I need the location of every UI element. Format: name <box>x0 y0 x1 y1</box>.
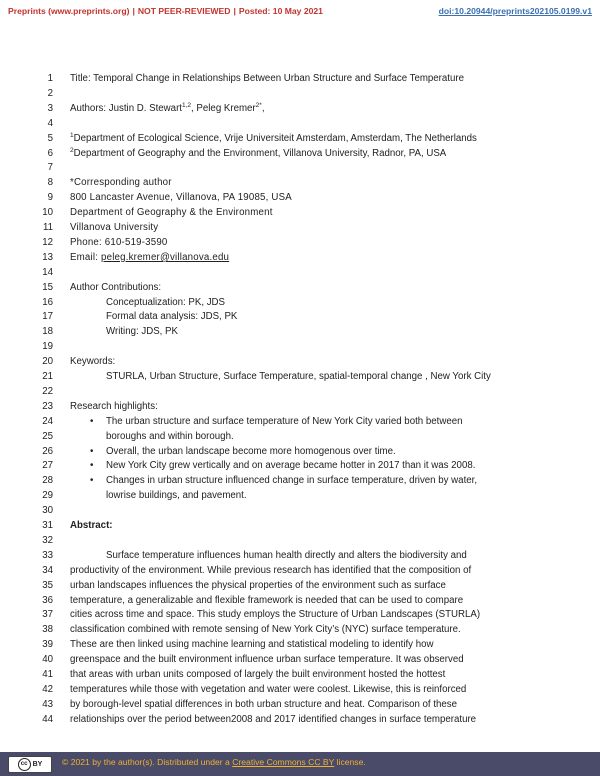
manuscript-line <box>0 281 600 295</box>
manuscript-line <box>0 400 600 414</box>
peer-review-status: NOT PEER-REVIEWED <box>137 6 231 16</box>
line-number: 40 <box>42 654 53 666</box>
line-number: 4 <box>47 117 53 129</box>
line-text: Surface temperature influences human health directly and alters the biodiversity and <box>106 549 467 561</box>
line-text: Title: Temporal Change in Relationships Between Urban Structure and Surface Temperature <box>70 73 464 84</box>
license-link[interactable]: Creative Commons CC BY <box>232 757 335 767</box>
manuscript-line <box>0 579 600 593</box>
cc-by-badge-icon[interactable]: cc BY <box>8 756 52 773</box>
line-text: Phone: 610-519-3590 <box>70 236 168 248</box>
line-number: 19 <box>42 341 53 353</box>
line-text: urban landscapes influences the physical properties of the environment such as surface <box>70 579 446 591</box>
line-number: 41 <box>42 669 53 680</box>
line-text: New York City grew vertically and on average became hotter in 2017 than it was 2008. <box>106 460 476 472</box>
license-text: © 2021 by the author(s). Distributed under a Creative Commons CC BY license. <box>62 757 366 767</box>
manuscript-line <box>0 594 600 608</box>
line-text: Changes in urban structure influenced change in surface temperature, driven by water, <box>106 475 478 487</box>
line-number: 29 <box>42 490 53 502</box>
manuscript-line <box>0 132 600 146</box>
manuscript-line <box>0 713 600 727</box>
line-number: 10 <box>42 207 53 219</box>
manuscript-line <box>0 385 600 399</box>
manuscript-line <box>0 251 600 265</box>
manuscript-line <box>0 608 600 622</box>
line-number: 5 <box>47 132 53 144</box>
manuscript-line <box>0 117 600 131</box>
line-text: *Corresponding author <box>70 177 172 189</box>
line-number: 31 <box>42 520 53 531</box>
manuscript-line <box>0 87 600 101</box>
manuscript-line <box>0 310 600 324</box>
line-text: Abstract: <box>70 520 113 531</box>
manuscript-line <box>0 296 600 310</box>
line-text: $^2$Department of Geography and the Environment, Villanova University, Radnor, PA, USA <box>70 146 447 159</box>
line-number: 35 <box>42 579 53 591</box>
line-text: relationships over the period between2008 and 2017 identified changes in surface temperature <box>70 713 477 725</box>
line-text: classification combined with remote sensing of New York City’s (NYC) surface temperature. <box>70 624 461 636</box>
line-number: 9 <box>47 192 53 204</box>
line-number: 33 <box>42 549 53 561</box>
line-text: Writing: JDS, PK <box>106 326 178 338</box>
manuscript-line <box>0 221 600 235</box>
manuscript-line <box>0 459 600 473</box>
line-number: 44 <box>42 713 53 725</box>
line-number: 21 <box>42 371 53 382</box>
line-text: Conceptualization: PK, JDS <box>106 296 226 308</box>
manuscript-line <box>0 370 600 384</box>
manuscript-line <box>0 206 600 220</box>
line-text: that areas with urban units composed of largely the built environment hosted the hottest <box>70 669 446 680</box>
manuscript-line <box>0 474 600 488</box>
line-text: temperatures while those with vegetation and water were coolest. Likewise, this is reinforced <box>70 683 467 695</box>
manuscript-line <box>0 534 600 548</box>
manuscript-line <box>0 504 600 518</box>
line-number: 14 <box>42 266 53 278</box>
line-number: 7 <box>47 162 53 174</box>
manuscript-line <box>0 236 600 250</box>
doi-link[interactable]: doi:10.20944/preprints202105.0199.v1 <box>438 6 592 16</box>
line-text: Villanova University <box>70 222 159 233</box>
line-number: 12 <box>42 236 53 248</box>
manuscript-line <box>0 683 600 697</box>
line-text: Research highlights: <box>70 400 158 412</box>
line-number: 8 <box>47 177 53 189</box>
manuscript-line <box>0 266 600 280</box>
line-number: 26 <box>42 445 53 457</box>
manuscript-line <box>0 72 600 86</box>
line-number: 42 <box>42 683 53 695</box>
line-text: These are then linked using machine learning and statistical modeling to identify how <box>70 639 434 651</box>
license-footer <box>0 752 600 776</box>
line-number: 28 <box>42 475 53 487</box>
line-number: 39 <box>42 639 53 651</box>
line-number: 25 <box>42 430 53 442</box>
manuscript-line <box>0 623 600 637</box>
email-link[interactable]: peleg.kremer@villanova.edu <box>101 251 230 263</box>
manuscript-line <box>0 325 600 339</box>
manuscript-line <box>0 698 600 712</box>
line-number: 18 <box>42 326 53 338</box>
line-text: by borough-level spatial differences in both urban structure and heat. Comparison of these <box>70 698 458 710</box>
manuscript-line <box>0 519 600 533</box>
line-number: 20 <box>42 356 53 368</box>
line-text: STURLA, Urban Structure, Surface Temperature, spatial-temporal change , New York City <box>106 371 491 382</box>
manuscript-line <box>0 564 600 578</box>
line-text: Department of Geography & the Environment <box>70 207 273 219</box>
line-number: 32 <box>42 534 53 546</box>
manuscript-line <box>0 102 600 116</box>
line-text: greenspace and the built environment influence urban surface temperature. It was observed <box>70 654 464 666</box>
line-number: 6 <box>47 147 53 159</box>
line-number: 1 <box>47 73 53 84</box>
manuscript-line <box>0 176 600 190</box>
bullet-icon: • <box>90 460 94 472</box>
manuscript-line <box>0 430 600 444</box>
bullet-icon: • <box>90 475 94 487</box>
line-number: 34 <box>42 564 53 576</box>
line-number: 27 <box>42 460 53 472</box>
manuscript-line <box>0 668 600 682</box>
line-number: 23 <box>42 400 53 412</box>
line-text: Keywords: <box>70 356 116 368</box>
bullet-icon: • <box>90 445 94 457</box>
line-number: 15 <box>42 281 53 293</box>
line-text: Authors: Justin D. Stewart$^{1,2}$, Peleg Kremer$^{2*}$, <box>70 101 265 114</box>
line-text: temperature, a generalizable and flexible framework is needed that can be used to compare <box>70 594 464 606</box>
manuscript-line <box>0 191 600 205</box>
line-number: 36 <box>42 594 53 606</box>
line-text: boroughs and within borough. <box>106 430 234 442</box>
line-number: 16 <box>42 296 53 308</box>
line-text: $^1$Department of Ecological Science, Vrije Universiteit Amsterdam, Amsterdam, The Netherlands <box>70 131 477 144</box>
line-text: Formal data analysis: JDS, PK <box>106 311 238 323</box>
line-number: 37 <box>42 609 53 621</box>
preprints-link[interactable]: Preprints (www.preprints.org) <box>8 6 130 16</box>
manuscript-line <box>0 415 600 429</box>
line-text: The urban structure and surface temperature of New York City varied both between <box>106 415 463 427</box>
manuscript-line <box>0 638 600 652</box>
line-number: 17 <box>42 311 53 323</box>
manuscript-line <box>0 340 600 354</box>
header-left: Preprints (www.preprints.org) | NOT PEER-REVIEWED | Posted: 10 May 2021 <box>8 6 323 16</box>
line-number: 3 <box>47 102 53 114</box>
line-text: Author Contributions: <box>70 281 162 293</box>
manuscript-line <box>0 445 600 459</box>
line-number: 43 <box>42 698 53 710</box>
line-number: 22 <box>42 385 53 397</box>
line-number: 38 <box>42 624 53 636</box>
line-text: productivity of the environment. While previous research has identified that the composition of <box>70 564 472 576</box>
line-text: 800 Lancaster Avenue, Villanova, PA 19085, USA <box>70 192 292 204</box>
line-text: cities across time and space. This study employs the Structure of Urban Landscapes (STURLA) <box>70 609 481 621</box>
line-text: Overall, the urban landscape become more homogenous over time. <box>106 445 396 457</box>
line-number: 30 <box>42 505 53 517</box>
line-text: Email: peleg.kremer@villanova.edu <box>70 251 230 263</box>
line-text: lowrise buildings, and pavement. <box>106 490 247 502</box>
posted-date: Posted: 10 May 2021 <box>238 6 323 16</box>
line-number: 13 <box>42 251 53 263</box>
manuscript-line <box>0 147 600 161</box>
manuscript-line <box>0 355 600 369</box>
line-number: 11 <box>42 222 53 233</box>
manuscript-line <box>0 549 600 563</box>
manuscript-line <box>0 489 600 503</box>
preprint-header <box>8 6 592 20</box>
manuscript-line <box>0 161 600 175</box>
line-number: 24 <box>42 415 53 427</box>
bullet-icon: • <box>90 415 94 427</box>
manuscript-line <box>0 653 600 667</box>
line-number: 2 <box>47 87 53 99</box>
